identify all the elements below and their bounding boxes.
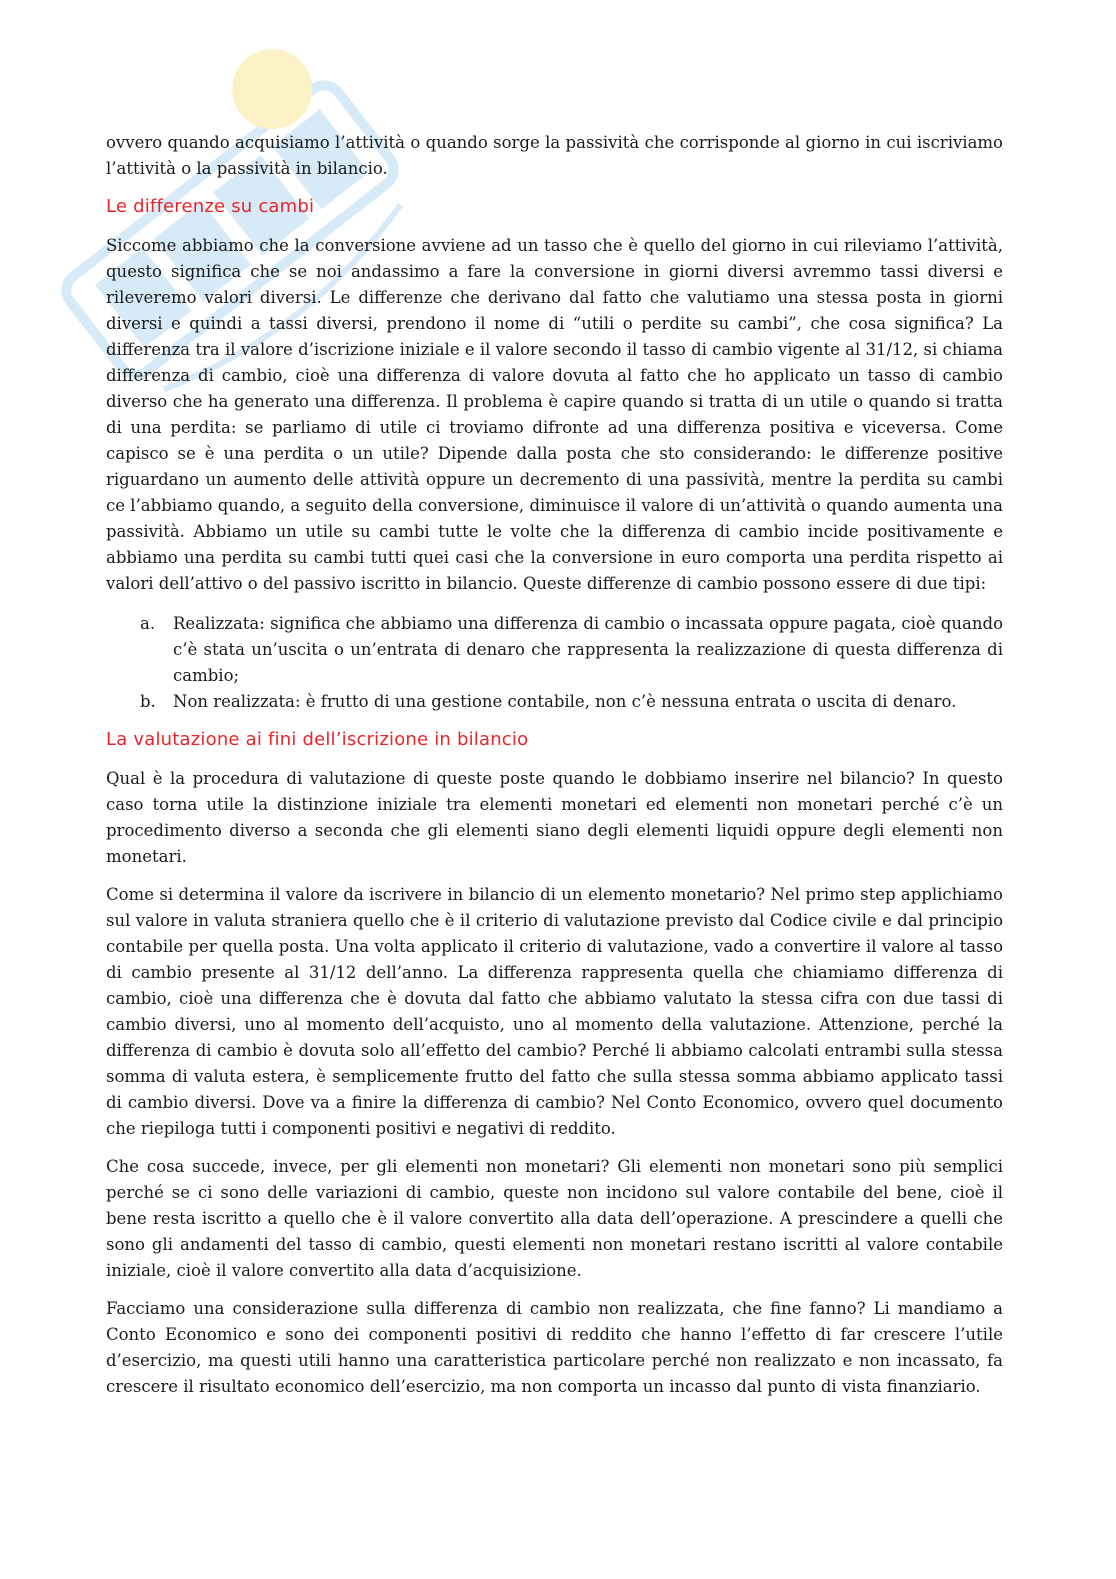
section2-paragraph-3: Che cosa succede, invece, per gli elementi non monetari? Gli elementi non monetari sono più semplici perché se ci sono delle variazioni di cambio, queste non incidono sul valore contabile del bene, cioè il bene resta iscritto a quello che è il valore convertito alla data dell’operazione. A prescindere a quelli che sono gli andamenti del tasso di cambio, questi elementi non monetari restano iscritti al valore contabile iniziale, cioè il valore convertito alla data d’acquisizione. xyxy=(106,1157,1003,1280)
section1-paragraph: Siccome abbiamo che la conversione avviene ad un tasso che è quello del giorno in cui rileviamo l’attività, questo significa che se noi andassimo a fare la conversione in giorni diversi avremmo tassi diversi e rileveremo valori diversi. Le differenze che derivano dal fatto che valutiamo una stessa posta in giorni diversi e quindi a tassi diversi, prendono il nome di “utili o perdite su cambi”, che cosa significa? La differenza tra il valore d’iscrizione iniziale e il valore secondo il tasso di cambio vigente al 31/12, si chiama differenza di cambio, cioè una differenza di valore dovuta al fatto che ho applicato un tasso di cambio diverso che ha generato una differenza. Il problema è capire quando si tratta di un utile o quando si tratta di una perdita: se parliamo di utile ci troviamo difronte ad una differenza positiva e viceversa. Come capisco se è una perdita o un utile? Dipende dalla posta che sto considerando: le differenze positive riguardano un aumento delle attività oppure un decremento di una passività, mentre la perdita su cambi ce l’abbiamo quando, a seguito della conversione, diminuisce il valore di un’attività o quando aumenta una passività. Abbiamo un utile su cambi tutte le volte che la differenza di cambio incide positivamente e abbiamo una perdita su cambi tutti quei casi che la conversione in euro comporta una perdita rispetto ai valori dell’attivo o del passivo iscritto in bilancio. Queste differenze di cambio possono essere di due tipi: xyxy=(106,236,1003,593)
list-item-text: Realizzata: significa che abbiamo una differenza di cambio o incassata oppure pagata, cioè quando c’è stata un’uscita o un’entrata di denaro che rappresenta la realizzazione di questa differenza di cambio; xyxy=(173,614,1003,685)
list-item-text: Non realizzata: è frutto di una gestione contabile, non c’è nessuna entrata o uscita di denaro. xyxy=(173,692,957,711)
list-tipi-differenze xyxy=(106,611,1003,715)
section2-paragraph-2: Come si determina il valore da iscrivere in bilancio di un elemento monetario? Nel primo step applichiamo sul valore in valuta straniera quello che è il criterio di valutazione previsto dal Codice civile e dal principio contabile per quella posta. Una volta applicato il criterio di valutazione, vado a convertire il valore al tasso di cambio presente al 31/12 dell’anno. La differenza rappresenta quella che chiamiamo differenza di cambio, cioè una differenza che è dovuta dal fatto che abbiamo valutato la stessa cifra con due tassi di cambio diversi, uno al momento dell’acquisto, uno al momento della valutazione. Attenzione, perché la differenza di cambio è dovuta solo all’effetto del cambio? Perché li abbiamo calcolati entrambi sulla stessa somma di valuta estera, è semplicemente frutto del fatto che sulla stessa somma abbiamo applicato tassi di cambio diversi. Dove va a finire la differenza di cambio? Nel Conto Economico, ovvero quel documento che riepiloga tutti i componenti positivi e negativi di reddito. xyxy=(106,885,1003,1138)
list-marker: b. xyxy=(140,692,156,711)
intro-paragraph: ovvero quando acquisiamo l’attività o quando sorge la passività che corrisponde al giorno in cui iscriviamo l’attività o la passività in bilancio. xyxy=(106,133,1003,178)
section2-paragraph-1: Qual è la procedura di valutazione di queste poste quando le dobbiamo inserire nel bilancio? In questo caso torna utile la distinzione iniziale tra elementi monetari ed elementi non monetari perché c’è un procedimento diverso a seconda che gli elementi siano degli elementi liquidi oppure degli elementi non monetari. xyxy=(106,769,1003,866)
list-item xyxy=(106,689,1003,715)
list-marker: a. xyxy=(140,614,156,633)
section-heading-valutazione: La valutazione ai fini dell’iscrizione in bilancio xyxy=(106,729,529,750)
document-page xyxy=(106,130,1003,1400)
section2-paragraph-4: Facciamo una considerazione sulla differenza di cambio non realizzata, che fine fanno? Li mandiamo a Conto Economico e sono dei componenti positivi di reddito che hanno l’effetto di far crescere l’utile d’esercizio, ma questi utili hanno una caratteristica particolare perché non realizzato e non incassato, fa crescere il risultato economico dell’esercizio, ma non comporta un incasso dal punto di vista finanziario. xyxy=(106,1299,1003,1396)
list-item xyxy=(106,611,1003,689)
section-heading-differenze-su-cambi: Le differenze su cambi xyxy=(106,196,315,217)
